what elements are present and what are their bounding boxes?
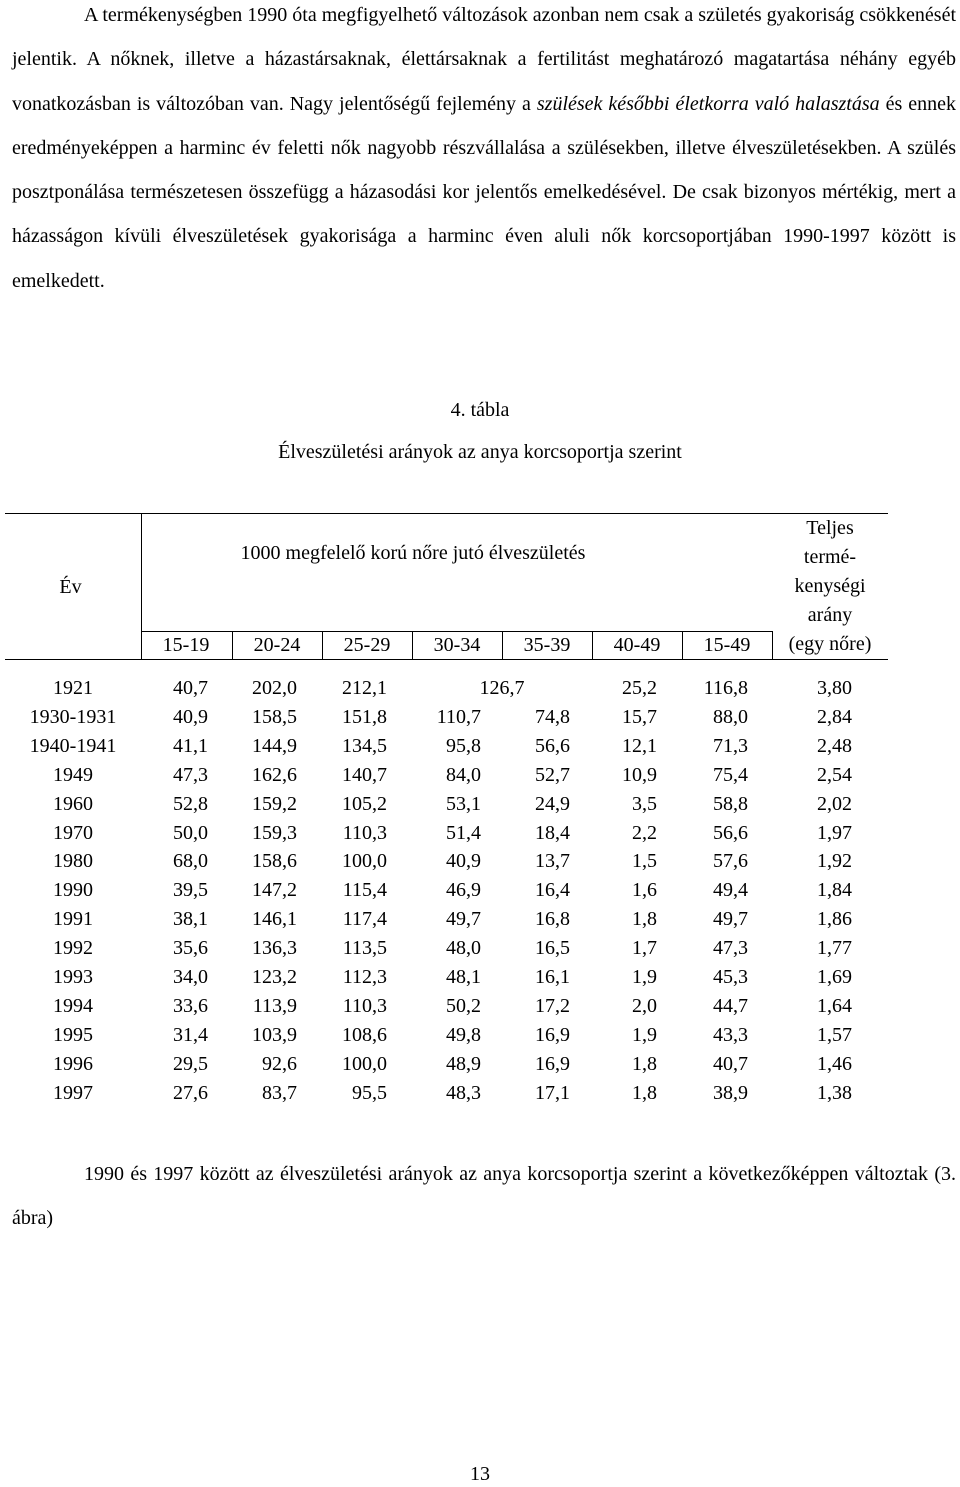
table-row bbox=[0, 674, 960, 703]
value-cell: 25,2 bbox=[622, 677, 657, 699]
total-header-line: kenységi bbox=[794, 575, 866, 597]
value-cell: 83,7 bbox=[262, 1081, 297, 1104]
value-cell: 16,8 bbox=[535, 908, 570, 931]
total-fertility-cell: 2,84 bbox=[817, 705, 852, 728]
table-row bbox=[0, 790, 960, 819]
value-cell: 1,8 bbox=[632, 1081, 657, 1104]
value-cell: 88,0 bbox=[713, 705, 748, 728]
value-cell: 41,1 bbox=[173, 734, 208, 757]
value-cell: 13,7 bbox=[535, 850, 570, 873]
table-row bbox=[0, 847, 960, 876]
table-row bbox=[0, 761, 960, 790]
merged-value-cell: 126,7 bbox=[479, 677, 525, 699]
year-cell: 1995 bbox=[53, 1023, 93, 1046]
total-fertility-cell: 1,84 bbox=[817, 879, 852, 902]
value-cell: 40,7 bbox=[173, 677, 208, 699]
year-cell: 1994 bbox=[53, 994, 93, 1017]
value-cell: 123,2 bbox=[252, 966, 297, 988]
intro-emphasis: szülések későbbi életkorra való halasztása bbox=[536, 92, 880, 115]
value-cell: 38,9 bbox=[713, 1081, 748, 1104]
value-cell: 110,3 bbox=[342, 821, 387, 844]
value-cell: 34,0 bbox=[173, 966, 208, 988]
value-cell: 56,6 bbox=[535, 734, 570, 757]
value-cell: 31,4 bbox=[173, 1023, 208, 1046]
value-cell: 50,0 bbox=[173, 821, 208, 844]
year-cell: 1940-1941 bbox=[29, 734, 117, 757]
table-row bbox=[0, 934, 960, 963]
value-cell: 33,6 bbox=[173, 994, 208, 1017]
value-cell: 17,2 bbox=[535, 994, 570, 1017]
value-cell: 105,2 bbox=[342, 792, 387, 815]
total-header-line: arány bbox=[807, 604, 853, 626]
value-cell: 113,5 bbox=[342, 937, 387, 960]
value-cell: 1,9 bbox=[632, 1023, 657, 1046]
table-row bbox=[0, 732, 960, 761]
year-cell: 1996 bbox=[53, 1052, 93, 1075]
total-fertility-cell: 1,38 bbox=[817, 1081, 852, 1104]
table-row bbox=[0, 1021, 960, 1050]
value-cell: 48,9 bbox=[446, 1052, 481, 1075]
total-fertility-cell: 1,92 bbox=[817, 850, 852, 873]
value-cell: 1,7 bbox=[632, 937, 657, 960]
intro-text-part1: A termékenységben 1990 óta megfigyelhető változások azonban nem csak a születés gyakoriság csökkenését jelentik. A nőknek, illetve a házastársaknak, élettársaknak a fertilitást meghatározó magatartása néhány egyéb vonatkozásban is változóban van. Nagy jelentőségű fejlemény a bbox=[12, 4, 956, 115]
year-cell: 1991 bbox=[53, 908, 93, 931]
age-group-header: 40-49 bbox=[613, 634, 661, 656]
year-cell: 1970 bbox=[53, 821, 93, 844]
value-cell: 1,8 bbox=[632, 908, 657, 931]
table-row bbox=[0, 1079, 960, 1108]
value-cell: 162,6 bbox=[252, 763, 297, 786]
total-fertility-cell: 3,80 bbox=[817, 677, 852, 699]
value-cell: 95,5 bbox=[352, 1081, 387, 1104]
age-group-header: 15-49 bbox=[703, 634, 751, 656]
year-cell: 1930-1931 bbox=[29, 705, 117, 728]
table-title: Élveszületési arányok az anya korcsoportja szerint bbox=[278, 441, 682, 463]
age-group-header: 30-34 bbox=[433, 634, 481, 656]
value-cell: 110,7 bbox=[436, 705, 481, 728]
total-fertility-cell: 2,54 bbox=[817, 763, 852, 786]
value-cell: 116,8 bbox=[703, 677, 748, 699]
value-cell: 35,6 bbox=[173, 937, 208, 960]
table-row bbox=[0, 963, 960, 992]
value-cell: 159,2 bbox=[252, 792, 297, 815]
value-cell: 71,3 bbox=[713, 734, 748, 757]
year-header: Év bbox=[59, 576, 82, 598]
total-fertility-cell: 1,97 bbox=[817, 821, 852, 844]
value-cell: 115,4 bbox=[342, 879, 387, 902]
value-cell: 52,7 bbox=[535, 763, 570, 786]
closing-text: 1990 és 1997 között az élveszületési arányok az anya korcsoportja szerint a következőképpen változtak (3. ábra) bbox=[12, 1163, 956, 1230]
value-cell: 16,4 bbox=[535, 879, 570, 902]
value-cell: 2,0 bbox=[632, 994, 657, 1017]
total-fertility-cell: 1,46 bbox=[817, 1052, 852, 1075]
value-cell: 113,9 bbox=[252, 994, 297, 1017]
value-cell: 49,7 bbox=[446, 908, 481, 931]
value-cell: 10,9 bbox=[622, 763, 657, 786]
value-cell: 68,0 bbox=[173, 850, 208, 873]
value-cell: 159,3 bbox=[252, 821, 297, 844]
value-cell: 47,3 bbox=[713, 937, 748, 960]
value-cell: 49,8 bbox=[446, 1023, 481, 1046]
value-cell: 158,5 bbox=[252, 705, 297, 728]
value-cell: 58,8 bbox=[713, 792, 748, 815]
value-cell: 45,3 bbox=[713, 966, 748, 988]
year-cell: 1960 bbox=[53, 792, 93, 815]
value-cell: 46,9 bbox=[446, 879, 481, 902]
value-cell: 16,9 bbox=[535, 1052, 570, 1075]
value-cell: 40,9 bbox=[173, 705, 208, 728]
value-cell: 84,0 bbox=[446, 763, 481, 786]
value-cell: 12,1 bbox=[622, 734, 657, 757]
value-cell: 1,6 bbox=[632, 879, 657, 902]
total-fertility-cell: 2,02 bbox=[817, 792, 852, 815]
year-cell: 1921 bbox=[53, 677, 93, 699]
year-cell: 1990 bbox=[53, 879, 93, 902]
total-fertility-cell: 1,57 bbox=[817, 1023, 852, 1046]
value-cell: 108,6 bbox=[342, 1023, 387, 1046]
value-cell: 56,6 bbox=[713, 821, 748, 844]
group-header: 1000 megfelelő korú nőre jutó élveszületés bbox=[240, 542, 586, 564]
value-cell: 48,3 bbox=[446, 1081, 481, 1104]
total-fertility-cell: 1,64 bbox=[817, 994, 852, 1017]
value-cell: 44,7 bbox=[713, 994, 748, 1017]
value-cell: 24,9 bbox=[535, 792, 570, 815]
value-cell: 136,3 bbox=[252, 937, 297, 960]
table-row bbox=[0, 905, 960, 934]
value-cell: 1,9 bbox=[632, 966, 657, 988]
value-cell: 95,8 bbox=[446, 734, 481, 757]
value-cell: 49,4 bbox=[713, 879, 748, 902]
total-header-line: termé- bbox=[803, 546, 857, 568]
age-group-header: 20-24 bbox=[253, 634, 301, 656]
total-fertility-cell: 1,69 bbox=[817, 966, 852, 988]
value-cell: 15,7 bbox=[622, 705, 657, 728]
table-top-rule bbox=[5, 513, 888, 514]
value-cell: 29,5 bbox=[173, 1052, 208, 1075]
value-cell: 49,7 bbox=[713, 908, 748, 931]
intro-paragraph bbox=[12, 0, 956, 303]
value-cell: 16,1 bbox=[535, 966, 570, 988]
total-fertility-cell: 2,48 bbox=[817, 734, 852, 757]
value-cell: 52,8 bbox=[173, 792, 208, 815]
year-cell: 1949 bbox=[53, 763, 93, 786]
table-row bbox=[0, 992, 960, 1021]
value-cell: 53,1 bbox=[446, 792, 481, 815]
value-cell: 48,0 bbox=[446, 937, 481, 960]
total-fertility-cell: 1,77 bbox=[817, 937, 852, 960]
value-cell: 16,5 bbox=[535, 937, 570, 960]
table-row bbox=[0, 819, 960, 848]
value-cell: 158,6 bbox=[252, 850, 297, 873]
value-cell: 212,1 bbox=[342, 677, 387, 699]
value-cell: 40,7 bbox=[713, 1052, 748, 1075]
year-cell: 1992 bbox=[53, 937, 93, 960]
value-cell: 38,1 bbox=[173, 908, 208, 931]
table-row bbox=[0, 876, 960, 905]
value-cell: 18,4 bbox=[535, 821, 570, 844]
year-cell: 1993 bbox=[53, 966, 93, 988]
age-group-header: 15-19 bbox=[162, 634, 210, 656]
value-cell: 39,5 bbox=[173, 879, 208, 902]
value-cell: 75,4 bbox=[713, 763, 748, 786]
value-cell: 1,5 bbox=[632, 850, 657, 873]
value-cell: 147,2 bbox=[252, 879, 297, 902]
closing-paragraph bbox=[12, 1152, 956, 1241]
value-cell: 110,3 bbox=[342, 994, 387, 1017]
total-header-line: (egy nőre) bbox=[788, 633, 872, 655]
value-cell: 112,3 bbox=[342, 966, 387, 988]
value-cell: 92,6 bbox=[262, 1052, 297, 1075]
total-fertility-header bbox=[772, 514, 888, 659]
table-number: 4. tábla bbox=[450, 399, 510, 421]
value-cell: 51,4 bbox=[446, 821, 481, 844]
value-cell: 151,8 bbox=[342, 705, 387, 728]
value-cell: 17,1 bbox=[535, 1081, 570, 1104]
value-cell: 40,9 bbox=[446, 850, 481, 873]
value-cell: 100,0 bbox=[342, 1052, 387, 1075]
table-row bbox=[0, 703, 960, 732]
value-cell: 100,0 bbox=[342, 850, 387, 873]
intro-text-part2: és ennek eredményeképpen a harminc év feletti nők nagyobb részvállalása a szülésekben, illetve élveszületésekben. A szülés posztponálása természetesen összefügg a házasodási kor jelentős emelkedésével. De csak bizonyos mértékig, mert a házasságon kívüli élveszületések gyakorisága a harminc éven aluli nők korcsoportjában 1990-1997 között is emelkedett. bbox=[12, 92, 956, 292]
value-cell: 47,3 bbox=[173, 763, 208, 786]
value-cell: 50,2 bbox=[446, 994, 481, 1017]
value-cell: 74,8 bbox=[535, 705, 570, 728]
total-header-line: Teljes bbox=[806, 517, 854, 539]
value-cell: 48,1 bbox=[446, 966, 481, 988]
value-cell: 57,6 bbox=[713, 850, 748, 873]
age-group-header: 25-29 bbox=[343, 634, 391, 656]
year-cell: 1997 bbox=[53, 1081, 93, 1104]
year-cell: 1980 bbox=[53, 850, 93, 873]
value-cell: 140,7 bbox=[342, 763, 387, 786]
value-cell: 202,0 bbox=[252, 677, 297, 699]
value-cell: 27,6 bbox=[173, 1081, 208, 1104]
value-cell: 117,4 bbox=[342, 908, 387, 931]
value-cell: 2,2 bbox=[632, 821, 657, 844]
age-group-header: 35-39 bbox=[523, 634, 571, 656]
total-fertility-cell: 1,86 bbox=[817, 908, 852, 931]
table-row bbox=[0, 1050, 960, 1079]
value-cell: 134,5 bbox=[342, 734, 387, 757]
value-cell: 43,3 bbox=[713, 1023, 748, 1046]
value-cell: 16,9 bbox=[535, 1023, 570, 1046]
value-cell: 146,1 bbox=[252, 908, 297, 931]
value-cell: 3,5 bbox=[632, 792, 657, 815]
page-number: 13 bbox=[470, 1463, 490, 1485]
value-cell: 1,8 bbox=[632, 1052, 657, 1075]
value-cell: 103,9 bbox=[252, 1023, 297, 1046]
value-cell: 144,9 bbox=[252, 734, 297, 757]
